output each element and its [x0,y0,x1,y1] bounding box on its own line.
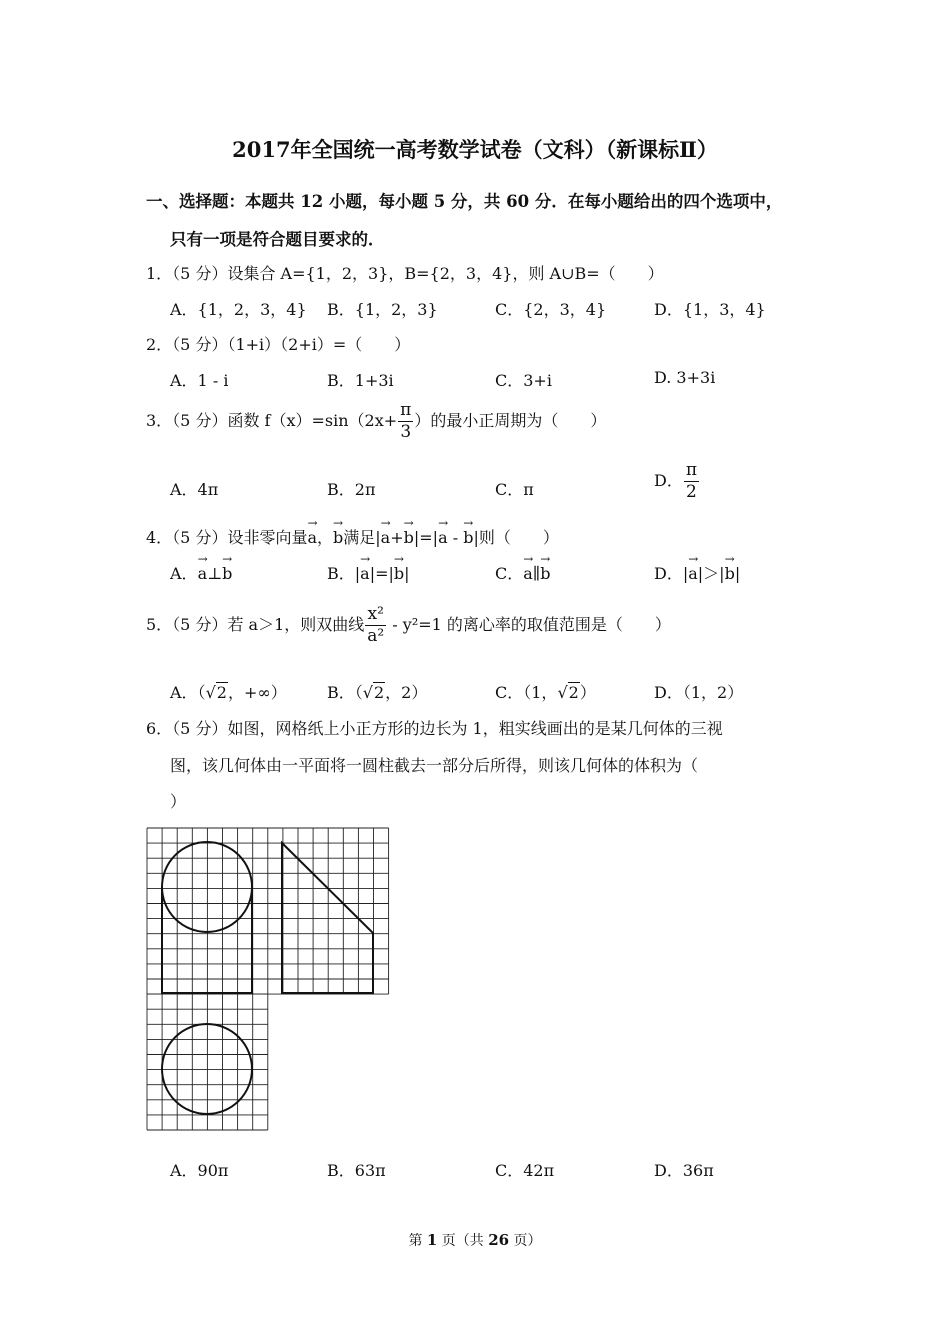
question-2-option-b: B．1+3i [327,371,394,390]
question-5-option-c [495,680,596,703]
section-heading-line1: 一、选择题：本题共 12 小题，每小题 5 分，共 60 分．在每小题给出的四个选项中， [146,192,783,211]
option-d-fraction [684,462,699,501]
question-2-option-d: D. 3+3i [654,368,716,387]
fraction-denominator: 2 [684,481,699,501]
vector-b: → b [404,522,414,547]
option-label: D． [654,564,683,583]
radicand: 2 [373,683,385,702]
vector-b: → b [540,558,550,583]
question-4-text [146,522,559,548]
option-label: A．（ [170,683,206,702]
question-5-fraction [365,606,386,645]
grid-top [147,828,389,994]
abs-bar: | [734,564,741,583]
vector-a: → a [438,522,448,547]
footer-prefix: 第 [408,1233,427,1249]
question-2-option-a: A．1 - i [170,371,229,390]
question-1-option-b: B．{1，2，3} [327,300,438,319]
page-footer [0,1230,950,1250]
sqrt-sign: √ [205,683,216,702]
equals-abs: |=| [369,564,394,583]
question-3-option-d [654,462,700,501]
sqrt-expression [206,683,228,702]
abs-bar: | [682,564,689,583]
question-4-part3: |=| [413,528,439,547]
question-3-option-b: B．2π [327,480,376,499]
question-5-option-b [327,680,427,703]
radicand: 2 [568,683,579,702]
plus-sign: + [390,528,404,547]
question-6-option-a: A．90π [170,1161,229,1180]
question-6-line2: 图，该几何体由一平面将一圆柱截去一部分后所得，则该几何体的体积为（ [170,756,699,775]
question-2-text: 2．（5 分）（1+i）（2+i）=（ ） [146,335,411,354]
question-4-option-d [654,558,740,584]
fraction-denominator: a² [367,626,385,646]
question-6-option-b: B．63π [327,1161,386,1180]
minus-sign: - [447,528,464,547]
option-tail: ，2） [385,683,428,702]
sqrt-expression [363,683,385,702]
option-label: C． [495,564,524,583]
footer-suffix: 页） [509,1233,542,1249]
option-label: A． [170,564,198,583]
section-heading-line2: 只有一项是符合题目要求的． [170,230,385,249]
option-d-label: D． [654,471,683,490]
question-6-line1: 6．（5 分）如图，网格纸上小正方形的边长为 1，粗实线画出的是某几何体的三视 [146,719,723,738]
question-3-fraction [398,402,413,441]
exam-title: 2017年全国统一高考数学试卷（文科）（新课标Ⅱ） [232,137,718,162]
question-3-prefix: 3．（5 分）函数 f（x）=sin（2x+ [146,411,398,430]
vector-a: → a [360,558,370,583]
fraction-denominator: 3 [398,421,413,441]
vector-b: → b [333,522,343,547]
question-4-option-b [327,558,410,584]
grid-bottom [147,994,268,1130]
sqrt-expression [557,683,579,702]
greater-abs: |＞| [697,564,725,583]
question-6-line3: ） [170,792,187,811]
question-5-suffix: - y²=1 的离心率的取值范围是（ ） [387,615,671,634]
vector-b: → b [222,558,232,583]
sqrt-sign: √ [362,683,373,702]
vector-b: → b [463,522,473,547]
question-5-option-d: D．（1，2） [654,683,744,702]
fraction-numerator: x² [367,604,384,624]
question-4-part2: 满足| [343,528,381,547]
vector-a: → a [523,558,533,583]
vector-a: → a [381,522,391,547]
page-number: 1 [426,1231,438,1249]
question-4-option-a [170,558,232,584]
perpendicular-symbol: ⊥ [207,564,223,583]
abs-bar: | [354,564,361,583]
question-5-option-a [170,680,287,703]
vector-a: → a [198,558,208,583]
question-4-part1: 4．（5 分）设非零向量 [146,528,308,547]
question-3-option-a: A．4π [170,480,219,499]
side-view-outline [282,843,373,993]
question-6-option-c: C．42π [495,1161,555,1180]
option-tail: ，+∞） [227,683,287,702]
question-3-option-c: C．π [495,480,534,499]
question-5-text [146,606,671,645]
fraction-numerator: π [685,460,698,480]
vector-b: → b [725,558,735,583]
question-1-option-a: A．{1，2，3，4} [170,300,307,319]
three-view-diagram [146,827,390,1133]
fraction-numerator: π [400,400,412,420]
question-4-part4: |则（ ） [473,528,559,547]
question-5-prefix: 5．（5 分）若 a＞1，则双曲线 [146,615,365,634]
parallel-symbol: ∥ [532,564,541,583]
option-label: B． [327,564,355,583]
abs-bar: | [404,564,410,583]
option-label: B．（ [327,683,363,702]
comma: ， [317,528,334,547]
question-1-option-d: D．{1，3，4} [654,300,766,319]
question-1-option-c: C．{2，3，4} [495,300,607,319]
sqrt-sign: √ [557,683,568,702]
option-tail: ） [579,683,596,702]
question-4-option-c [495,558,550,584]
question-3-suffix: ）的最小正周期为（ ） [414,411,607,430]
question-3-text [146,402,606,441]
footer-middle: 页（共 [437,1233,489,1249]
question-6-option-d: D．36π [654,1161,714,1180]
total-pages: 26 [488,1231,510,1249]
radicand: 2 [216,683,227,702]
vector-a: → a [307,522,317,547]
vector-a: → a [688,558,698,583]
question-2-option-c: C．3+i [495,371,552,390]
vector-b: → b [394,558,404,583]
question-1-text: 1．（5 分）设集合 A={1，2，3}，B={2，3，4}，则 A∪B=（ ） [146,264,664,283]
option-label: C．（1， [495,683,558,702]
